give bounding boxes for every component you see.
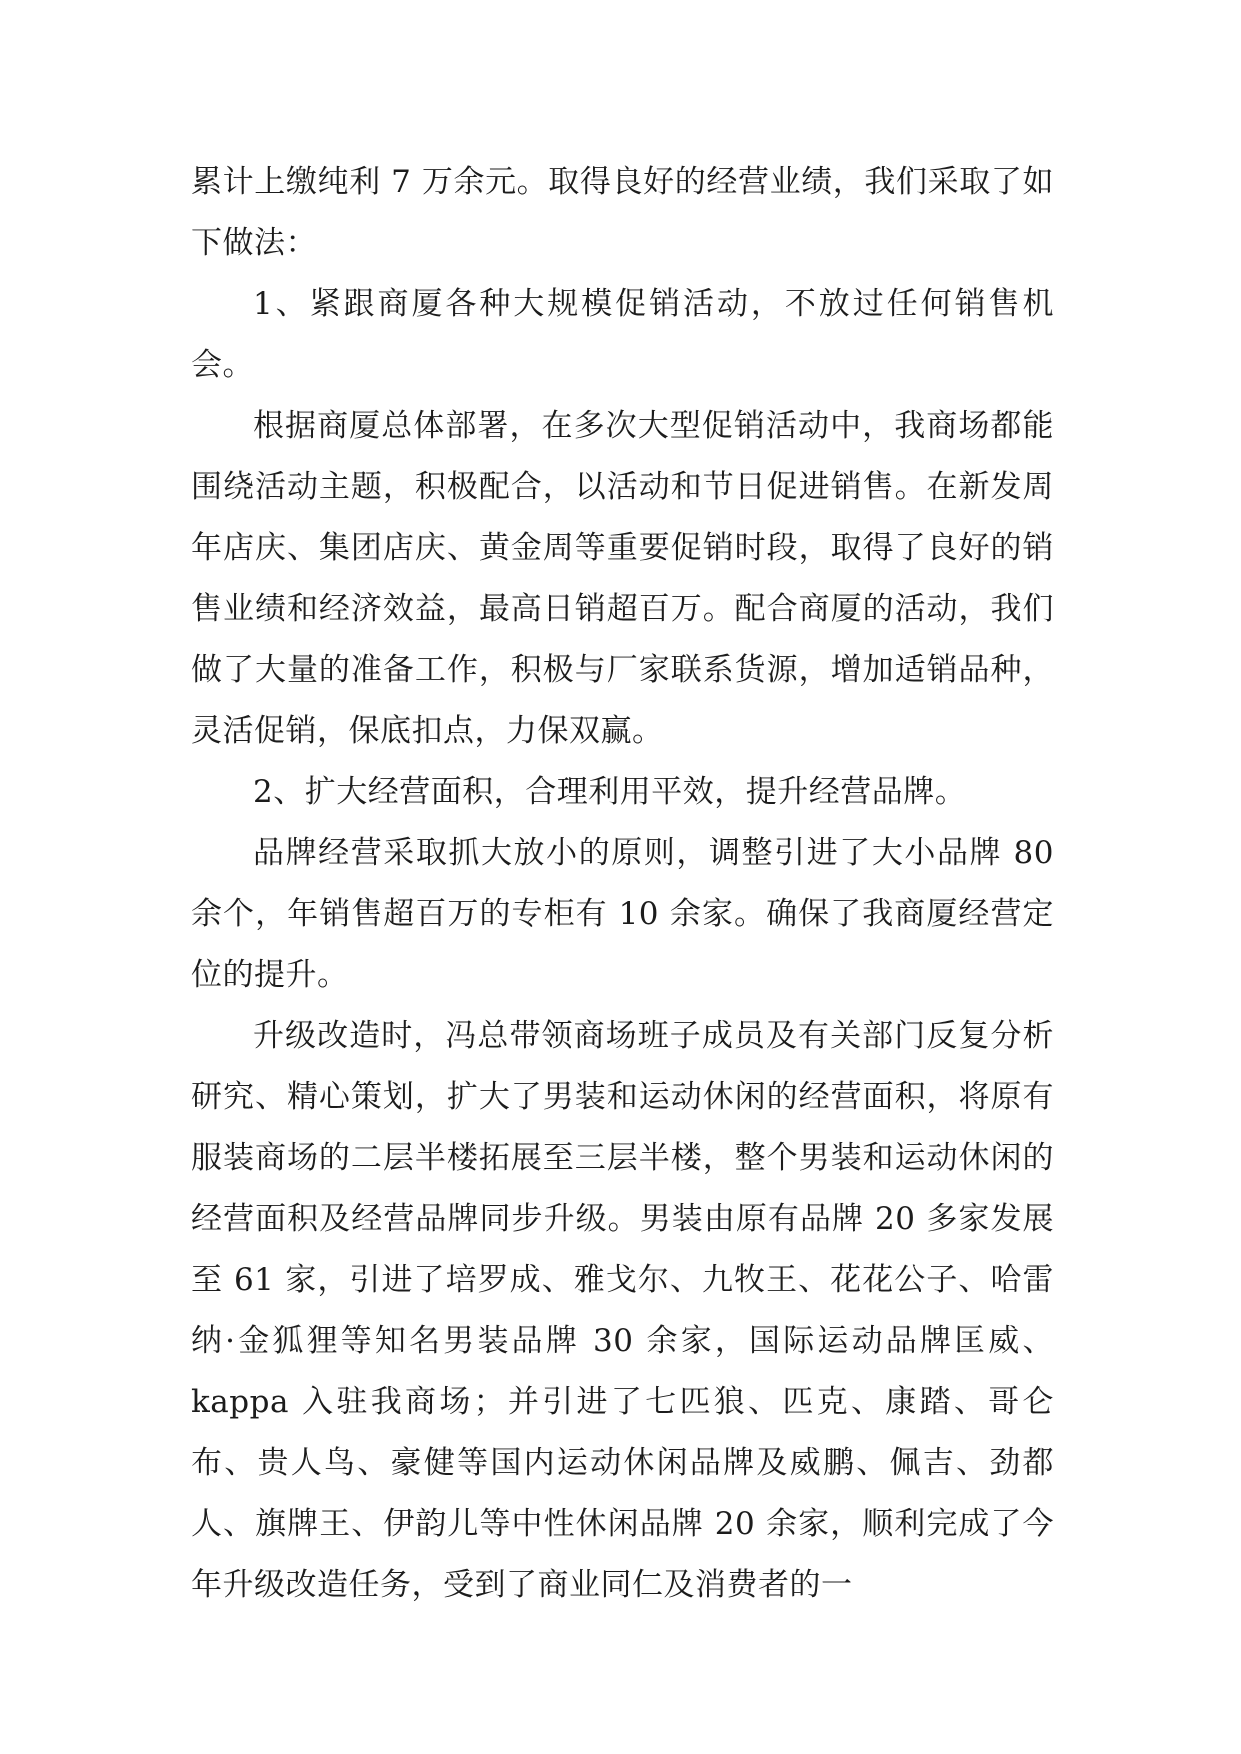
paragraph-promotions-detail: 根据商厦总体部署，在多次大型促销活动中，我商场都能围绕活动主题，积极配合，以活动和节日促进销售。在新发周年店庆、集团店庆、黄金周等重要促销时段，取得了良好的销售业绩和经济效益，最高日销超百万。配合商厦的活动，我们做了大量的准备工作，积极与厂家联系货源，增加适销品种，灵活促销，保底扣点，力保双赢。 xyxy=(191,408,1054,749)
paragraph-performance-intro: 累计上缴纯利 7 万余元。取得良好的经营业绩，我们采取了如下做法： xyxy=(191,164,1054,261)
paragraph-brand-strategy: 品牌经营采取抓大放小的原则，调整引进了大小品牌 80 余个，年销售超百万的专柜有 10 余家。确保了我商厦经营定位的提升。 xyxy=(191,835,1054,993)
paragraph-heading-promotions: 1、紧跟商厦各种大规模促销活动，不放过任何销售机会。 xyxy=(191,286,1054,383)
document-body xyxy=(191,152,1054,1616)
paragraph-heading-expansion: 2、扩大经营面积，合理利用平效，提升经营品牌。 xyxy=(253,774,967,810)
paragraph-upgrade-detail: 升级改造时，冯总带领商场班子成员及有关部门反复分析研究、精心策划，扩大了男装和运动休闲的经营面积，将原有服装商场的二层半楼拓展至三层半楼，整个男装和运动休闲的经营面积及经营品牌同步升级。男装由原有品牌 20 多家发展至 61 家，引进了培罗成、雅戈尔、九牧王、花花公子、哈雷纳·金狐狸等知名男装品牌 30 余家，国际运动品牌匡威、kappa 入驻我商场；并引进了七匹狼、匹克、康踏、哥仑布、贵人鸟、豪健等国内运动休闲品牌及威鹏、佩吉、劲都人、旗牌王、伊韵儿等中性休闲品牌 20 余家，顺利完成了今年升级改造任务，受到了商业同仁及消费者的一 xyxy=(191,1018,1054,1603)
